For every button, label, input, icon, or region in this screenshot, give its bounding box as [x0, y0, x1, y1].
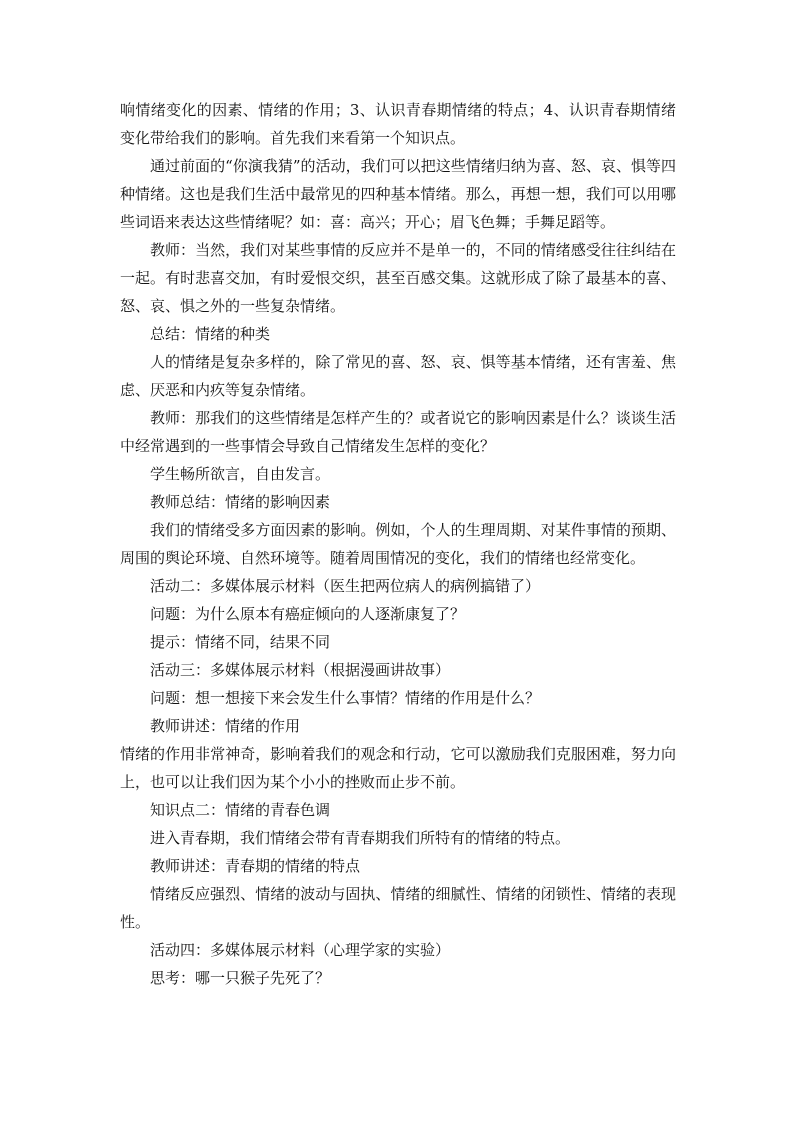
paragraph: 提示：情绪不同，结果不同	[150, 633, 331, 651]
section-heading: 教师总结：情绪的影响因素	[150, 493, 331, 511]
paragraph: 活动三：多媒体展示材料（根据漫画讲故事）	[150, 661, 451, 679]
paragraph: 通过前面的“你演我猜”的活动，我们可以把这些情绪归纳为喜、怒、哀、惧等四种情绪。这也是我们生活中最常见的四种基本情绪。那么，再想一想，我们可以用哪些词语来表达这些情绪呢？如：喜：高兴；开心；眉飞色舞；手舞足蹈等。	[120, 157, 676, 231]
paragraph: 问题：想一想接下来会发生什么事情？情绪的作用是什么？	[150, 689, 541, 707]
paragraph: 我们的情绪受多方面因素的影响。例如，个人的生理周期、对某件事情的预期、周围的舆论环境、自然环境等。随着周围情况的变化，我们的情绪也经常变化。	[120, 521, 676, 567]
document-page	[120, 96, 676, 992]
paragraph: 进入青春期，我们情绪会带有青春期我们所特有的情绪的特点。	[150, 829, 571, 847]
paragraph: 情绪的作用非常神奇，影响着我们的观念和行动，它可以激励我们克服困难，努力向上，也可以让我们因为某个小小的挫败而止步不前。	[120, 745, 676, 791]
section-heading: 教师讲述：青春期的情绪的特点	[150, 857, 361, 875]
paragraph: 教师：那我们的这些情绪是怎样产生的？或者说它的影响因素是什么？谈谈生活中经常遇到的一些事情会导致自己情绪发生怎样的变化？	[120, 409, 676, 455]
paragraph: 学生畅所欲言，自由发言。	[150, 465, 331, 483]
section-heading: 总结：情绪的种类	[150, 325, 271, 343]
section-heading: 知识点二：情绪的青春色调	[150, 801, 331, 819]
paragraph: 教师：当然，我们对某些事情的反应并不是单一的，不同的情绪感受往往纠结在一起。有时悲喜交加，有时爱恨交织，甚至百感交集。这就形成了除了最基本的喜、怒、哀、惧之外的一些复杂情绪。	[120, 241, 676, 315]
section-heading: 教师讲述：情绪的作用	[150, 717, 301, 735]
paragraph: 情绪反应强烈、情绪的波动与固执、情绪的细腻性、情绪的闭锁性、情绪的表现性。	[120, 885, 676, 931]
paragraph: 活动四：多媒体展示材料（心理学家的实验）	[150, 941, 451, 959]
paragraph: 问题：为什么原本有癌症倾向的人逐渐康复了？	[150, 605, 466, 623]
paragraph: 思考：哪一只猴子先死了？	[150, 969, 331, 987]
paragraph: 响情绪变化的因素、情绪的作用；3、认识青春期情绪的特点；4、认识青春期情绪变化带给我们的影响。首先我们来看第一个知识点。	[120, 101, 676, 147]
paragraph: 人的情绪是复杂多样的，除了常见的喜、怒、哀、惧等基本情绪，还有害羞、焦虑、厌恶和内疚等复杂情绪。	[120, 353, 676, 399]
paragraph: 活动二：多媒体展示材料（医生把两位病人的病例搞错了）	[150, 577, 541, 595]
